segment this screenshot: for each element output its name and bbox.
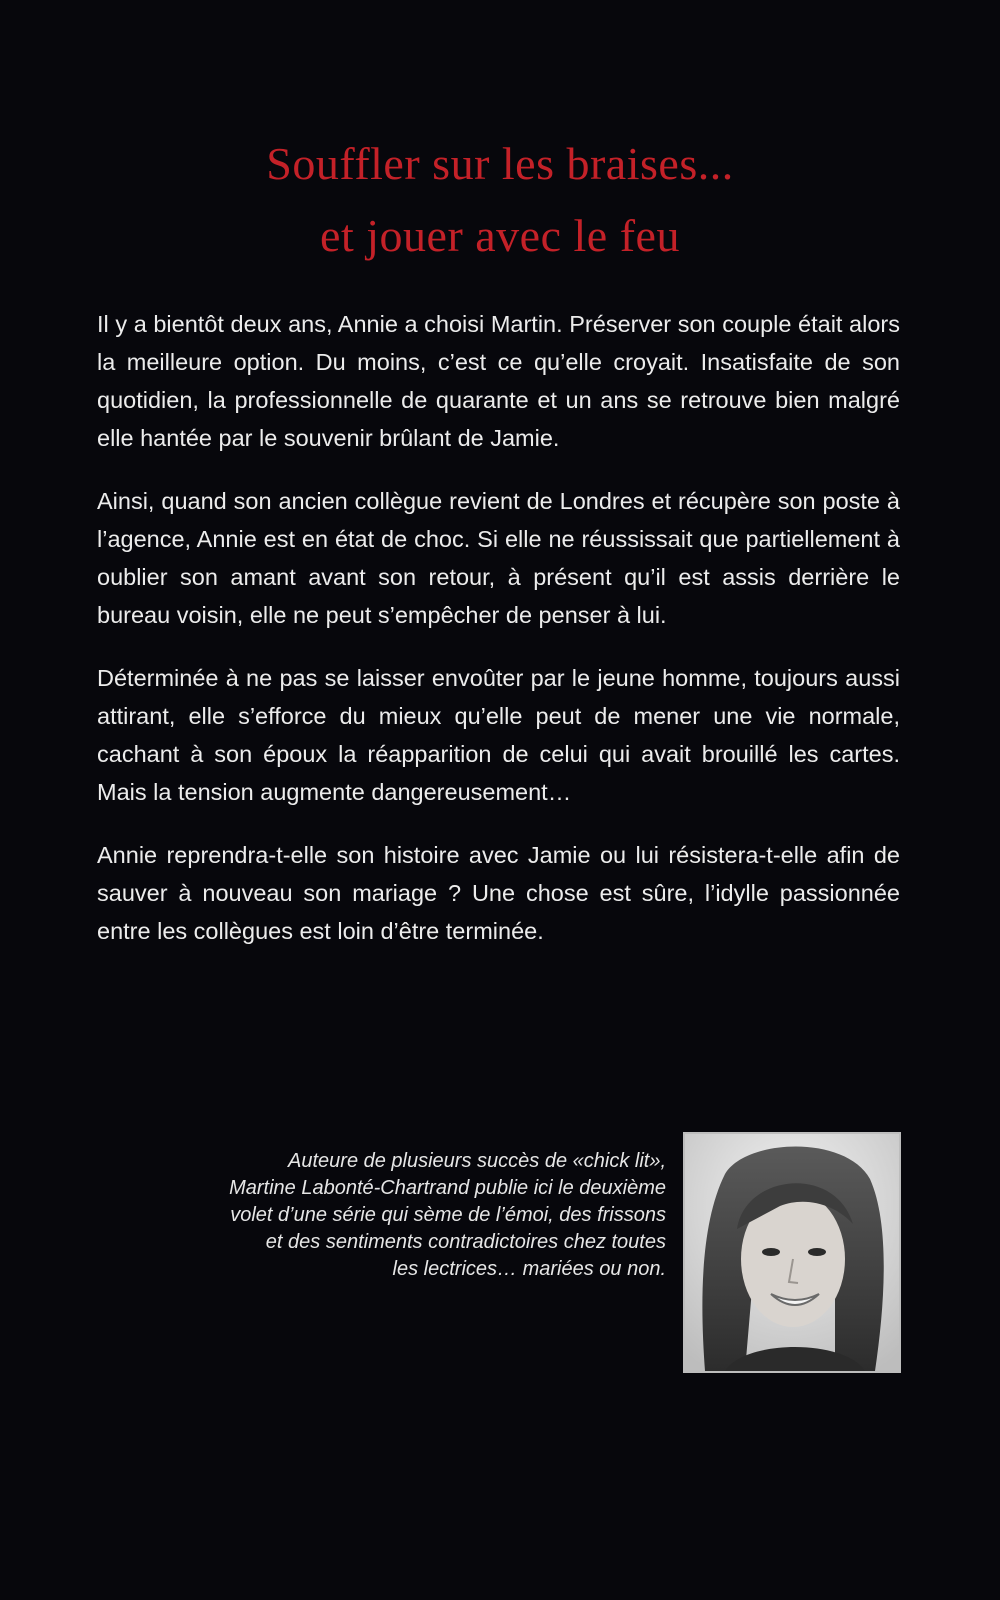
author-bio-line: volet d’une série qui sème de l’émoi, des frissons: [230, 1204, 666, 1226]
synopsis-paragraph: Annie reprendra-t-elle son histoire avec Jamie ou lui résistera-t-elle afin de sauver à nouveau son mariage ? Une chose est sûre, l’idylle passionnée entre les collègues est loin d’être terminée.: [97, 842, 900, 944]
tagline: [0, 128, 1000, 272]
author-bio-line: Martine Labonté-Chartrand publie ici le deuxième: [229, 1177, 666, 1199]
author-bio-line: Auteure de plusieurs succès de «chick lit»,: [288, 1150, 666, 1172]
synopsis-paragraph: Déterminée à ne pas se laisser envoûter par le jeune homme, toujours aussi attirant, elle s’efforce du mieux qu’elle peut de mener une vie normale, cachant à son époux la réapparition de celui qui avait brouillé les cartes. Mais la tension augmente dangereusement…: [97, 665, 900, 805]
author-photo: [683, 1132, 901, 1373]
tagline-line-2: et jouer avec le feu: [320, 210, 680, 261]
author-bio-line: et des sentiments contradictoires chez toutes: [265, 1231, 666, 1253]
tagline-line-1: Souffler sur les braises...: [266, 138, 734, 189]
author-bio: [150, 1148, 666, 1283]
author-portrait-image: [685, 1134, 899, 1371]
synopsis: [97, 305, 900, 975]
synopsis-paragraph: Ainsi, quand son ancien collègue revient de Londres et récupère son poste à l’agence, Annie est en état de choc. Si elle ne réussissait que partiellement à oublier son amant avant son retour, à présent qu’il est assis derrière le bureau voisin, elle ne peut s’empêcher de penser à lui.: [97, 488, 900, 628]
synopsis-paragraph: Il y a bientôt deux ans, Annie a choisi Martin. Préserver son couple était alors la meilleure option. Du moins, c’est ce qu’elle croyait. Insatisfaite de son quotidien, la professionnelle de quarante et un ans se retrouve bien malgré elle hantée par le souvenir brûlant de Jamie.: [97, 311, 900, 451]
author-bio-line: les lectrices… mariées ou non.: [392, 1258, 666, 1280]
